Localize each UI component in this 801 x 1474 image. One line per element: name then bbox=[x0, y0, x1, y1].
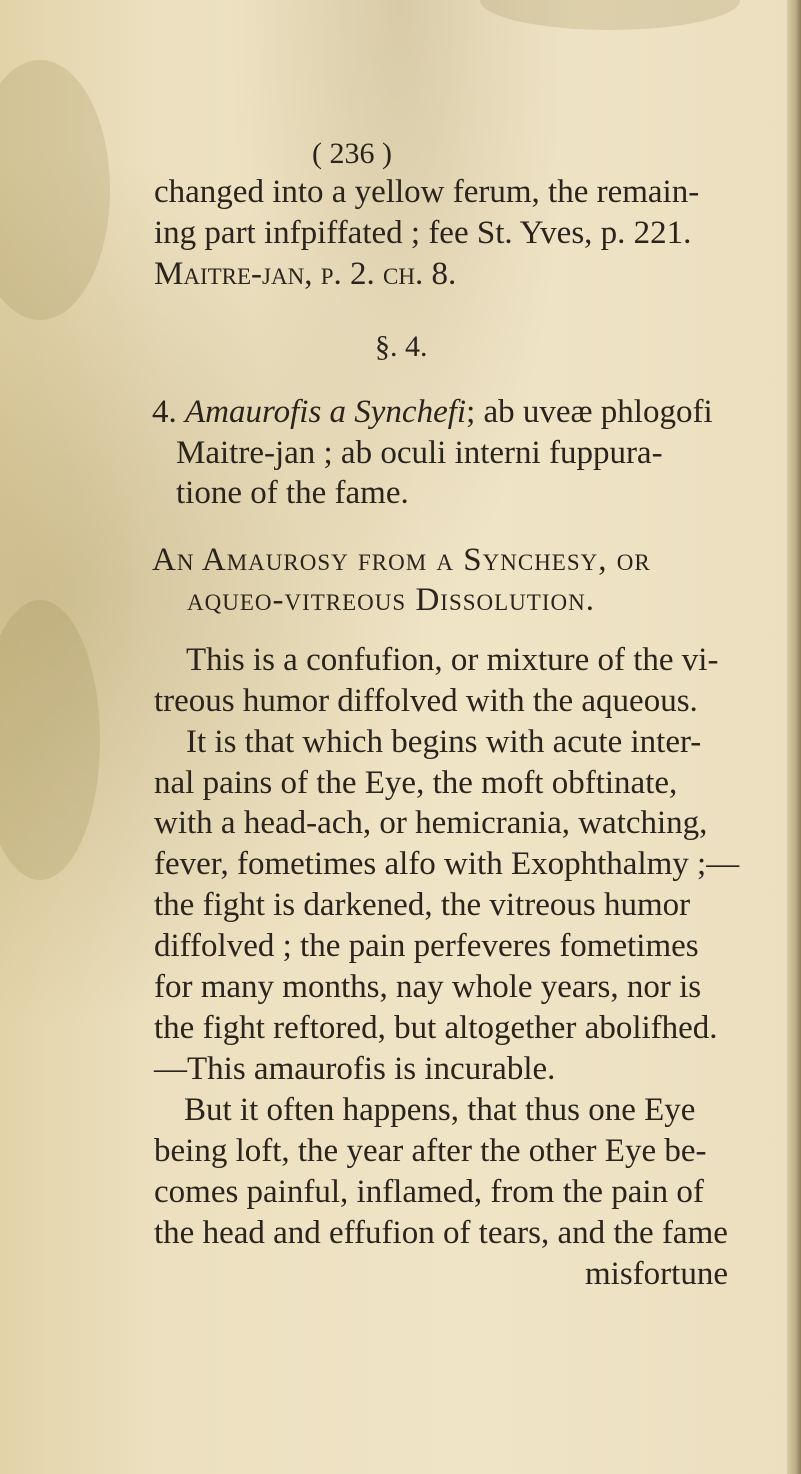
body-line: with a head-ach, or hemicrania, watching, bbox=[154, 805, 708, 841]
body-line: the fight reftored, but altogether abolifhed. bbox=[154, 1010, 718, 1046]
latin-paragraph-line: tione of the fame. bbox=[176, 475, 409, 511]
text-line: changed into a yellow ferum, the remain- bbox=[154, 174, 700, 210]
body-line: being loft, the year after the other Eye be- bbox=[154, 1133, 707, 1169]
body-line: treous humor diffolved with the aqueous. bbox=[154, 683, 698, 719]
body-line: comes painful, inflamed, from the pain of bbox=[154, 1174, 704, 1210]
text-line: Maitre-jan, p. 2. ch. 8. bbox=[154, 256, 457, 292]
body-line: It is that which begins with acute inter- bbox=[186, 724, 702, 760]
latin-title: Amaurofis a Synchefi bbox=[185, 394, 467, 430]
section-heading: aqueo-vitreous Dissolution. bbox=[187, 582, 595, 618]
body-line: for many months, nay whole years, nor is bbox=[154, 969, 702, 1005]
body-line: the fight is darkened, the vitreous humor bbox=[154, 887, 691, 923]
section-heading: An Amaurosy from a Synchesy, or bbox=[152, 542, 651, 578]
body-line: But it often happens, that thus one Eye bbox=[184, 1092, 696, 1128]
body-line: —This amaurofis is incurable. bbox=[154, 1051, 556, 1087]
paragraph-number: 4. bbox=[152, 394, 177, 430]
catchword: misfortune bbox=[585, 1256, 728, 1292]
body-line: diffolved ; the pain perfeveres fometimes bbox=[154, 928, 699, 964]
latin-line-rest: ; ab uveæ phlogofi bbox=[466, 394, 713, 430]
body-line: the head and effufion of tears, and the fame bbox=[154, 1215, 728, 1251]
section-mark: §. 4. bbox=[375, 330, 428, 363]
page-number: ( 236 ) bbox=[312, 137, 392, 170]
body-line: fever, fometimes alfo with Exophthalmy ;— bbox=[154, 846, 740, 882]
latin-paragraph-line: Maitre-jan ; ab oculi interni fuppura- bbox=[176, 435, 663, 471]
body-line: nal pains of the Eye, the moft obftinate, bbox=[154, 765, 678, 801]
body-line: This is a confufion, or mixture of the vi- bbox=[186, 642, 719, 678]
text-line: ing part infpiffated ; fee St. Yves, p. 221. bbox=[154, 215, 692, 251]
latin-paragraph-line bbox=[152, 392, 713, 432]
